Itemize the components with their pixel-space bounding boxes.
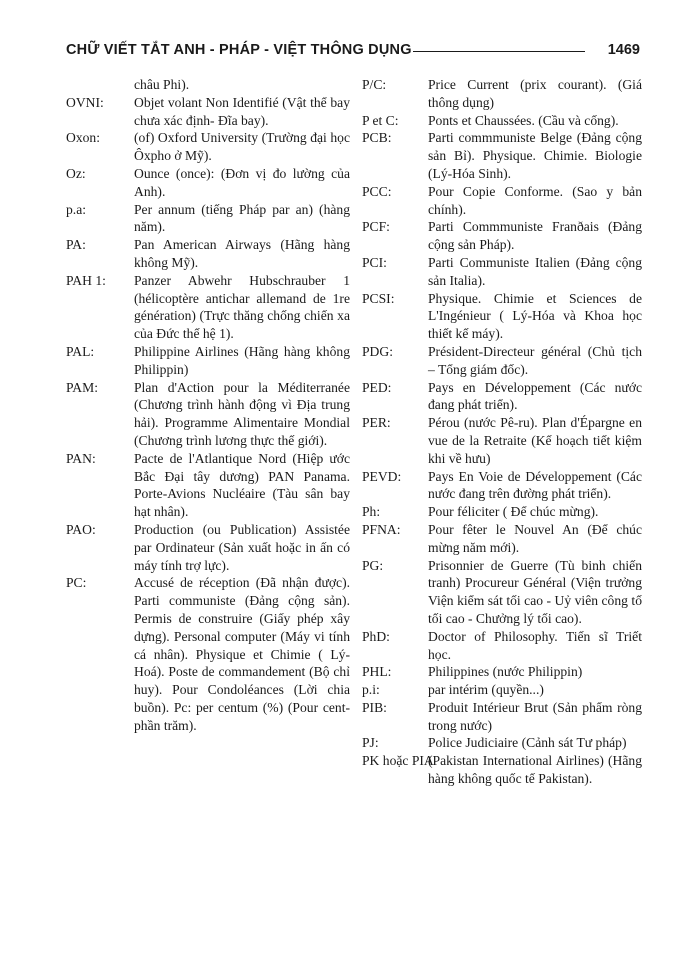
- entry-abbreviation: p.i:: [362, 682, 380, 698]
- dictionary-entry: [362, 468, 642, 504]
- dictionary-entry: [362, 254, 642, 290]
- entry-abbreviation: Oxon:: [66, 130, 100, 146]
- entry-abbreviation: PCC:: [362, 183, 392, 199]
- dictionary-entry: [66, 236, 350, 272]
- entry-abbreviation: PCSI:: [362, 290, 395, 306]
- entry-definition: Parti Communiste Italien (Đảng cộng sản Italia).: [428, 254, 642, 288]
- entry-abbreviation: PAM:: [66, 379, 98, 395]
- entry-abbreviation: P et C:: [362, 112, 399, 128]
- entry-definition: Parti Commmuniste Franðais (Đảng cộng sản Pháp).: [428, 219, 642, 253]
- entry-definition: Pacte de l'Atlantique Nord (Hiệp ước Bắc Đại tây dương) PAN Panama. Porte-Avions Nucléaire (Tàu sân bay hạt nhân).: [134, 450, 350, 520]
- entry-abbreviation: PAL:: [66, 343, 95, 359]
- dictionary-entry: [362, 681, 642, 699]
- entry-abbreviation: p.a:: [66, 201, 87, 217]
- entry-abbreviation: PAO:: [66, 521, 96, 537]
- entry-definition: Objet volant Non Identifié (Vật thể bay chưa xác định- Đĩa bay).: [134, 94, 350, 128]
- dictionary-entry: [66, 450, 350, 521]
- entry-definition: (Pakistan International Airlines) (Hãng hàng không quốc tế Pakistan).: [428, 753, 642, 787]
- entry-abbreviation: PG:: [362, 557, 384, 573]
- dictionary-entry: [66, 574, 350, 734]
- entry-abbreviation: PDG:: [362, 343, 393, 359]
- entry-definition: Philippines (nước Philippin): [428, 664, 583, 680]
- entry-abbreviation: PAN:: [66, 450, 96, 466]
- entry-definition: Pan American Airways (Hãng hàng không Mỹ).: [134, 237, 350, 270]
- dictionary-entry: [362, 521, 642, 557]
- entry-definition: Plan d'Action pour la Méditerranée (Chương trình hành động vì Địa trung hải). Programme Alimentaire Mondial (Chương trình lương thực thế giới).: [134, 379, 350, 448]
- entry-definition: Pérou (nước Pê-ru). Plan d'Épargne en vue de la Retraite (Kế hoạch tiết kiệm khi về hưu): [428, 415, 642, 466]
- dictionary-entry: [66, 521, 350, 574]
- dictionary-entry: [362, 557, 642, 628]
- entry-definition: Price Current (prix courant). (Giá thông dụng): [428, 77, 642, 110]
- dictionary-entry: [362, 218, 642, 254]
- dictionary-entry: [66, 379, 350, 450]
- entry-definition: Pour Copie Conforme. (Sao y bản chính).: [428, 183, 642, 217]
- entry-abbreviation: PHL:: [362, 664, 392, 680]
- dictionary-entry: [362, 503, 642, 521]
- entry-abbreviation: PER:: [362, 415, 391, 431]
- entry-definition: Per annum (tiếng Pháp par an) (hàng năm).: [134, 201, 350, 235]
- right-column: [362, 76, 642, 788]
- entry-definition: Pays en Développement (Các nước đang phát triển).: [428, 379, 642, 413]
- dictionary-entry: [362, 183, 642, 219]
- entry-definition: Police Judiciaire (Cảnh sát Tư pháp): [428, 735, 627, 751]
- entry-definition: Pour fêter le Nouvel An (Để chúc mừng năm mới).: [428, 521, 642, 555]
- dictionary-entry: [66, 343, 350, 379]
- dictionary-entry: [362, 343, 642, 379]
- header-rule: [413, 51, 585, 52]
- dictionary-entry: [362, 734, 642, 752]
- entry-abbreviation: PCI:: [362, 254, 387, 270]
- dictionary-entry: [66, 201, 350, 237]
- entry-abbreviation: PhD:: [362, 628, 390, 644]
- page-number: 1469: [607, 42, 640, 58]
- entry-definition: Pour féliciter ( Để chúc mừng).: [428, 504, 599, 520]
- entry-definition: châu Phi).: [134, 77, 190, 92]
- left-column: [66, 76, 350, 734]
- dictionary-entry: [66, 129, 350, 165]
- entry-abbreviation: PFNA:: [362, 521, 401, 537]
- entry-definition: Produit Intérieur Brut (Sản phẩm ròng trong nước): [428, 699, 642, 733]
- entry-abbreviation: OVNI:: [66, 94, 104, 110]
- entry-abbreviation: PC:: [66, 575, 87, 591]
- header-title: CHỮ VIẾT TẮT ANH - PHÁP - VIỆT THÔNG DỤNG: [66, 42, 412, 58]
- entry-definition: Philippine Airlines (Hãng hàng không Philippin): [134, 343, 350, 377]
- dictionary-entry: [66, 272, 350, 343]
- entry-abbreviation: PA:: [66, 237, 86, 253]
- entry-definition: par intérim (quyền...): [428, 682, 544, 698]
- entry-definition: Ounce (once): (Đơn vị đo lường của Anh).: [134, 165, 350, 199]
- entry-abbreviation: Oz:: [66, 165, 86, 181]
- dictionary-entry: [362, 129, 642, 182]
- entry-definition: Panzer Abwehr Hubschrauber 1 (hélicoptère antichar allemand de 1re génération) (Trực thăng chống chiến xa của Đức thế hệ 1).: [134, 272, 350, 342]
- dictionary-entry: [362, 663, 642, 681]
- dictionary-entry: [66, 94, 350, 130]
- dictionary-entry: [362, 628, 642, 664]
- entry-abbreviation: PAH 1:: [66, 272, 106, 288]
- dictionary-entry: [362, 699, 642, 735]
- entry-definition: Ponts et Chaussées. (Cầu và cống).: [428, 112, 619, 128]
- entry-abbreviation: PCB:: [362, 130, 392, 146]
- dictionary-entry: [362, 76, 642, 112]
- entry-definition: Pays En Voie de Développement (Các nước đang trên đường phát triển).: [428, 468, 642, 502]
- dictionary-entry: [66, 165, 350, 201]
- dictionary-entry: [362, 379, 642, 415]
- entry-definition: Doctor of Philosophy. Tiến sĩ Triết học.: [428, 628, 642, 662]
- entry-definition: Président-Directeur général (Chủ tịch – Tổng giám đốc).: [428, 343, 642, 377]
- entry-definition: Parti commmuniste Belge (Đảng cộng sản Bỉ). Physique. Chimie. Biologie (Lý-Hóa Sinh).: [428, 130, 642, 181]
- entry-definition: Physique. Chimie et Sciences de L'Ingénieur ( Lý-Hóa và Khoa học thiết kế máy).: [428, 290, 642, 342]
- entry-abbreviation: PK hoặc PIA: [362, 753, 434, 769]
- dictionary-entry: [362, 290, 642, 343]
- entry-abbreviation: PEVD:: [362, 468, 402, 484]
- entry-definition: (of) Oxford University (Trường đại học Ôxpho ở Mỹ).: [134, 130, 350, 164]
- entry-abbreviation: PJ:: [362, 735, 379, 751]
- entry-abbreviation: PCF:: [362, 219, 390, 235]
- entry-abbreviation: P/C:: [362, 77, 387, 92]
- entry-definition: Prisonnier de Guerre (Tù binh chiến tranh) Procureur Général (Viện trưởng Viện kiểm sát tối cao - Uỷ viên công tố tối cao - Chưởng lý tối cao).: [428, 557, 642, 626]
- entry-abbreviation: PED:: [362, 379, 392, 395]
- entry-abbreviation: PIB:: [362, 699, 387, 715]
- dictionary-entry: [66, 76, 350, 94]
- dictionary-entry: [362, 112, 642, 130]
- entry-abbreviation: Ph:: [362, 504, 381, 520]
- dictionary-entry: [362, 752, 642, 788]
- entry-definition: Production (ou Publication) Assistée par Ordinateur (Sản xuất hoặc in ấn có máy tính trợ lực).: [134, 521, 350, 573]
- running-header: [66, 42, 640, 64]
- dictionary-entry: [362, 414, 642, 467]
- entry-definition: Accusé de réception (Đã nhận được). Parti communiste (Đảng cộng sản). Permis de construire (Giấy phép xây dựng). Personal computer (Máy vi tính cá nhân). Physique et Chimie ( Lý-Hoá). Poste de commandement (Bộ chỉ huy). Pour Condoléances (Lời chia buồn). Pc: per centum (%) (Pour cent-phần trăm).: [134, 575, 350, 733]
